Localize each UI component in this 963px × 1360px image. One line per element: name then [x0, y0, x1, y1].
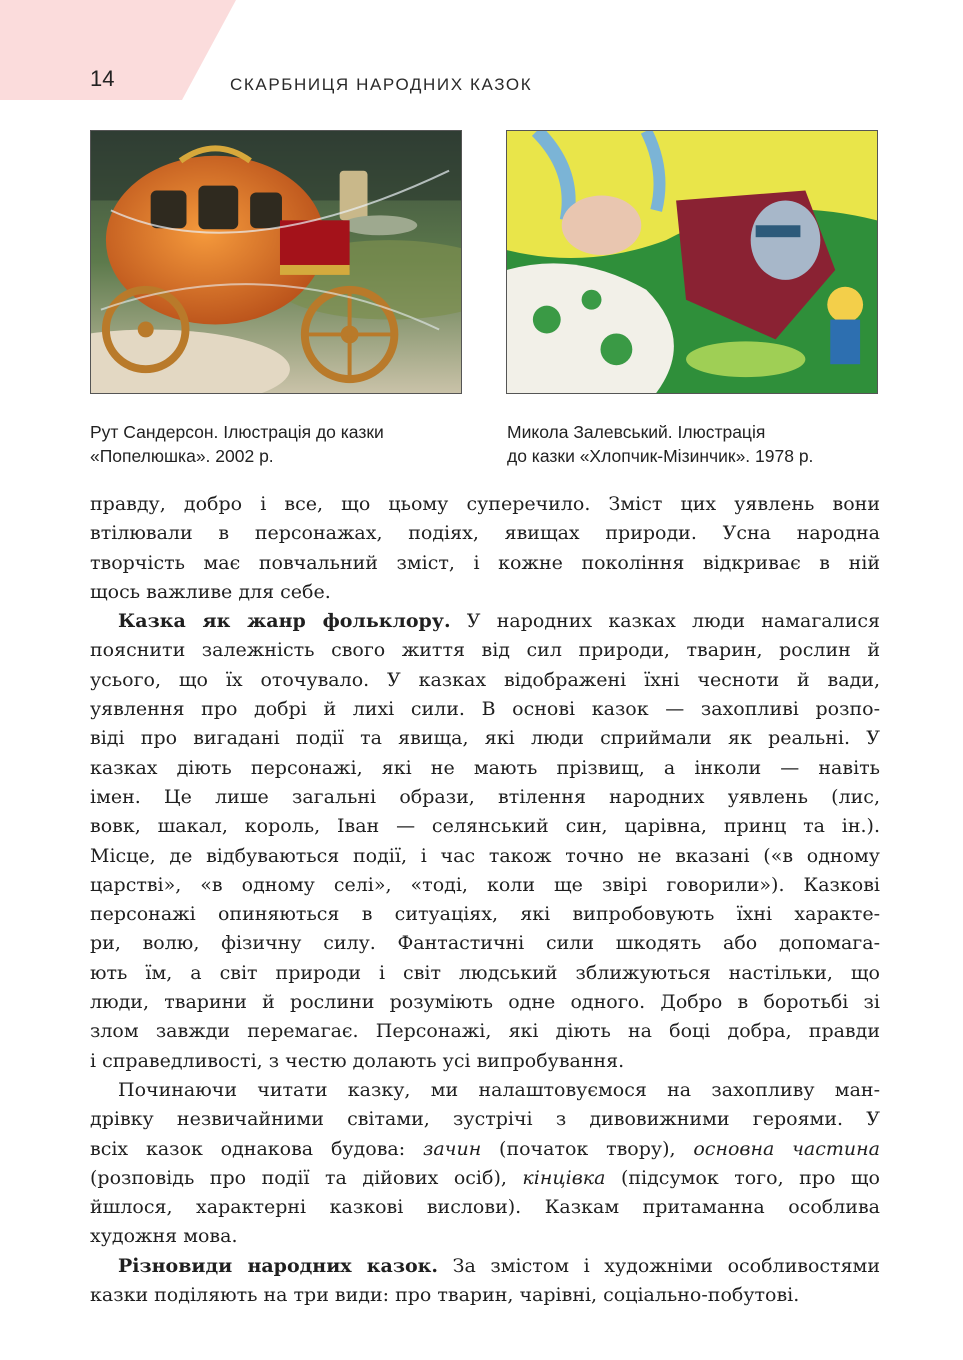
- text-line: Починаючи читати казку, ми налаштовуємося на захопливу ман-: [118, 1078, 880, 1101]
- text-line: люди, тварини й рослини розуміють одне одного. Добро в боротьбі зі: [90, 991, 880, 1014]
- text-line: ри, волю, фізичну силу. Фантастичні сили шкодять або допомага-: [90, 932, 880, 955]
- text-line: віді про вигадані події та явища, які люди сприймали як реальні. У: [90, 727, 880, 750]
- text-line: йшлося, характерні казкові вислови). Казкам притаманна особлива: [90, 1196, 880, 1219]
- text-line: казках діють персонажі, які не мають прізвищ, а інколи — навіть: [90, 756, 880, 779]
- text-line: царстві», «в одному селі», «тоді, коли ще звірі говорили»). Казкові: [90, 873, 880, 896]
- text-line: вовк, шакал, король, Іван — селянський син, царівна, принц та ін.).: [90, 815, 880, 838]
- text-line: всіх казок однакова будова: зачин (початок твору), основна частина: [90, 1137, 880, 1160]
- running-title: СКАРБНИЦЯ НАРОДНИХ КАЗОК: [230, 75, 533, 94]
- text-line: (розповідь про події та дійових осіб), кінцівка (підсумок того, про що: [90, 1166, 880, 1189]
- text-line: злом завжди перемагає. Персонажі, які діють на боці добра, правди: [90, 1020, 880, 1043]
- illustration-tom-thumb: [506, 130, 878, 394]
- paragraph-structure: [90, 1076, 880, 1252]
- page-number: 14: [90, 66, 115, 91]
- text-line: пояснити залежність свого життя від сил природи, тварин, рослин й: [90, 639, 880, 662]
- text-line: правду, добро і все, що цьому суперечило. Зміст цих уявлень вони: [90, 493, 880, 515]
- section-heading: Різновиди народних казок.: [118, 1254, 438, 1277]
- text-line: уявлення про добрі й лихі сили. В основі казок — захопливі розпо-: [90, 698, 880, 721]
- text-line: імен. Це лише загальні образи, втілення народних уявлень (лис,: [90, 785, 880, 808]
- body-text: [90, 490, 880, 1310]
- section-heading: Казка як жанр фольклору.: [118, 610, 451, 633]
- text-line: дрівку незвичайними світами, зустрічі з дивовижними героями. У: [90, 1108, 880, 1131]
- text-line: персонажі опиняються в ситуаціях, які випробовують їхні характе-: [90, 903, 880, 926]
- text-line: творчість має повчальний зміст, і кожне покоління відкриває в ній: [90, 551, 880, 574]
- text-line: казки поділяють на три види: про тварин, чарівні, соціально-побутові.: [90, 1284, 800, 1307]
- caption-line: Рут Сандерсон. Ілюстрація до казки: [90, 422, 384, 442]
- text-line: Казка як жанр фольклору. У народних казках люди намагалися: [118, 610, 880, 633]
- text-line: художня мова.: [90, 1225, 238, 1248]
- text-line: втілювали в персонажах, подіях, явищах природи. Усна народна: [90, 522, 880, 545]
- text-line: Місце, де відбуваються події, і час також точно не вказані («в одному: [90, 844, 880, 867]
- caption-line: до казки «Хлопчик-Мізинчик». 1978 р.: [507, 446, 814, 466]
- paragraph-genre: [90, 607, 880, 1076]
- term-osnovna-chastyna: основна частина: [693, 1137, 880, 1160]
- caption-line: «Попелюшка». 2002 р.: [90, 446, 274, 466]
- paragraph-types: [90, 1252, 880, 1311]
- text-line: і справедливості, з честю долають усі випробування.: [90, 1049, 625, 1072]
- caption-line: Микола Залевський. Ілюстрація: [507, 422, 766, 442]
- illustration-cinderella-carriage: [90, 130, 462, 394]
- paragraph: [90, 490, 880, 607]
- text-line: усього, що їх оточувало. У казках відображені їхні чесноти й вади,: [90, 668, 880, 691]
- figure-caption-right: [507, 420, 882, 468]
- term-zachyn: зачин: [422, 1137, 482, 1160]
- text-line: Різновиди народних казок. За змістом і художніми особливостями: [118, 1254, 880, 1277]
- text-line: щось важливе для себе.: [90, 580, 331, 603]
- corner-accent: [0, 0, 236, 100]
- term-kintsivka: кінцівка: [522, 1166, 606, 1189]
- text-line: ють їм, а світ природи і світ людський зближуються настільки, що: [90, 961, 880, 984]
- figure-caption-left: [90, 420, 465, 468]
